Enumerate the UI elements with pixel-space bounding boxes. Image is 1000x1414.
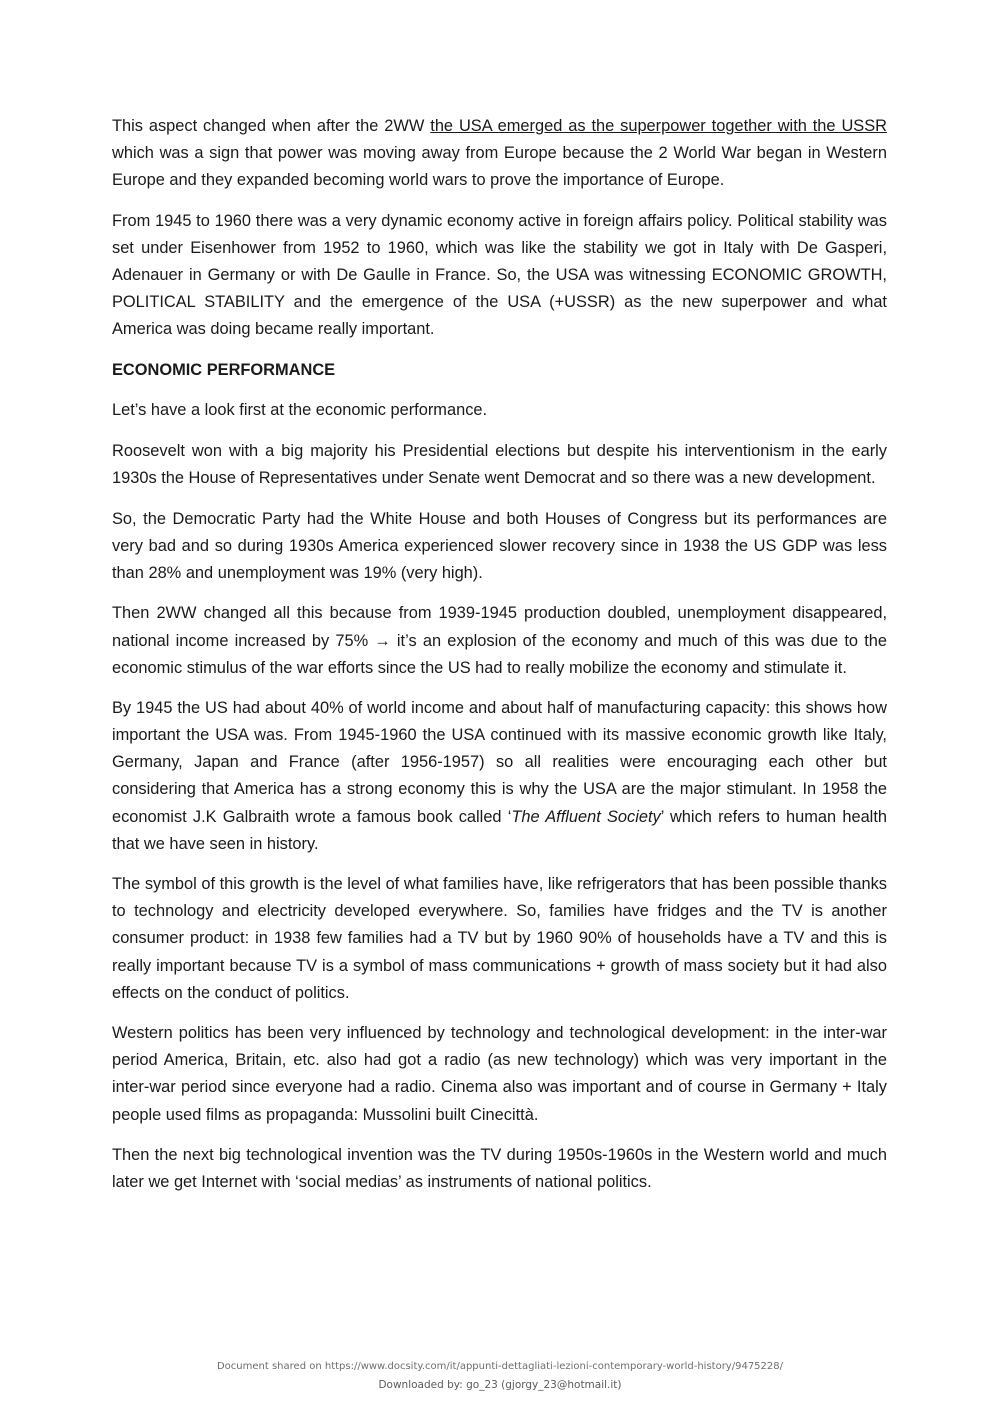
paragraph-1-text-b: which was a sign that power was moving away from Europe because the 2 World War began in Western Europe and they expanded becoming world wars to prove the importance of Europe. <box>112 144 887 190</box>
book-title: The Affluent Society <box>511 807 661 826</box>
paragraph-4: Roosevelt won with a big majority his Presidential elections but despite his interventionism in the early 1930s the House of Representatives under Senate went Democrat and so there was a new development. <box>112 441 887 488</box>
paragraph-1-underlined-text: the USA emerged as the superpower together with the USSR <box>430 117 887 135</box>
paragraph-6-text-a: Then 2WW changed all this because from 1939-1945 production doubled, unemployment disappeared, national income increased by 75% <box>112 604 887 650</box>
footer-downloaded-by: Downloaded by: go_23 (gjorgy_23@hotmail.it) <box>378 1379 622 1391</box>
paragraph-3: Let’s have a look first at the economic performance. <box>112 401 488 420</box>
section-heading-economic-performance: ECONOMIC PERFORMANCE <box>112 360 336 379</box>
paragraph-1-text-a: This aspect changed when after the 2WW <box>112 117 431 135</box>
document-body <box>112 113 887 1210</box>
paragraph-2: From 1945 to 1960 there was a very dynamic economy active in foreign affairs policy. Political stability was set under Eisenhower from 1952 to 1960, which was like the stability we got in Italy with De Gasperi, Adenauer in Germany or with De Gaulle in France. So, the USA was witnessing ECONOMIC GROWTH, POLITICAL STABILITY and the emergence of the USA (+USSR) as the new superpower and what America was doing became really important. <box>112 211 887 339</box>
paragraph-7-text-a: By 1945 the US had about 40% of world income and about half of manufacturing capacity: this shows how important the USA was. From 1945-1960 the USA continued with its massive economic growth like Italy, Germany, Japan and France (after 1956-1957) so all realities were encouraging each other but considering that America has a strong economy this is why the USA are the major stimulant. In 1958 the economist J.K Galbraith wrote a famous book called ‘ <box>112 699 887 826</box>
paragraph-10: Then the next big technological invention was the TV during 1950s-1960s in the Western world and much later we get Internet with ‘social medias’ as instruments of national politics. <box>112 1146 887 1192</box>
paragraph-6 <box>112 600 887 681</box>
paragraph-9: Western politics has been very influenced by technology and technological development: in the inter-war period America, Britain, etc. also had got a radio (as new technology) which was very important in the inter-war period since everyone had a radio. Cinema also was important and of course in Germany + Italy people used films as propaganda: Mussolini built Cinecittà. <box>112 1024 887 1124</box>
paragraph-7-text-b: ’ which refers to human health that we have seen in history. <box>112 807 887 853</box>
arrow-right-icon: → <box>374 631 391 650</box>
footer-shared-link[interactable]: Document shared on https://www.docsity.com/it/appunti-dettagliati-lezioni-contemporary-world-history/9475228/ <box>216 1361 783 1372</box>
paragraph-8: The symbol of this growth is the level of what families have, like refrigerators that has been possible thanks to technology and electricity developed everywhere. So, families have fridges and the TV is another consumer product: in 1938 few families had a TV but by 1960 90% of households have a TV and this is really important because TV is a symbol of mass communications + growth of mass society but it had also effects on the conduct of politics. <box>112 875 887 1002</box>
paragraph-6-text-b: it’s an explosion of the economy and much of this was due to the economic stimulus of the war efforts since the US had to really mobilize the economy and stimulate it. <box>112 631 887 677</box>
paragraph-7 <box>112 695 887 858</box>
paragraph-5: So, the Democratic Party had the White House and both Houses of Congress but its performances are very bad and so during 1930s America experienced slower recovery since in 1938 the US GDP was less than 28% and unemployment was 19% (very high). <box>112 509 887 582</box>
paragraph-1 <box>112 113 887 194</box>
